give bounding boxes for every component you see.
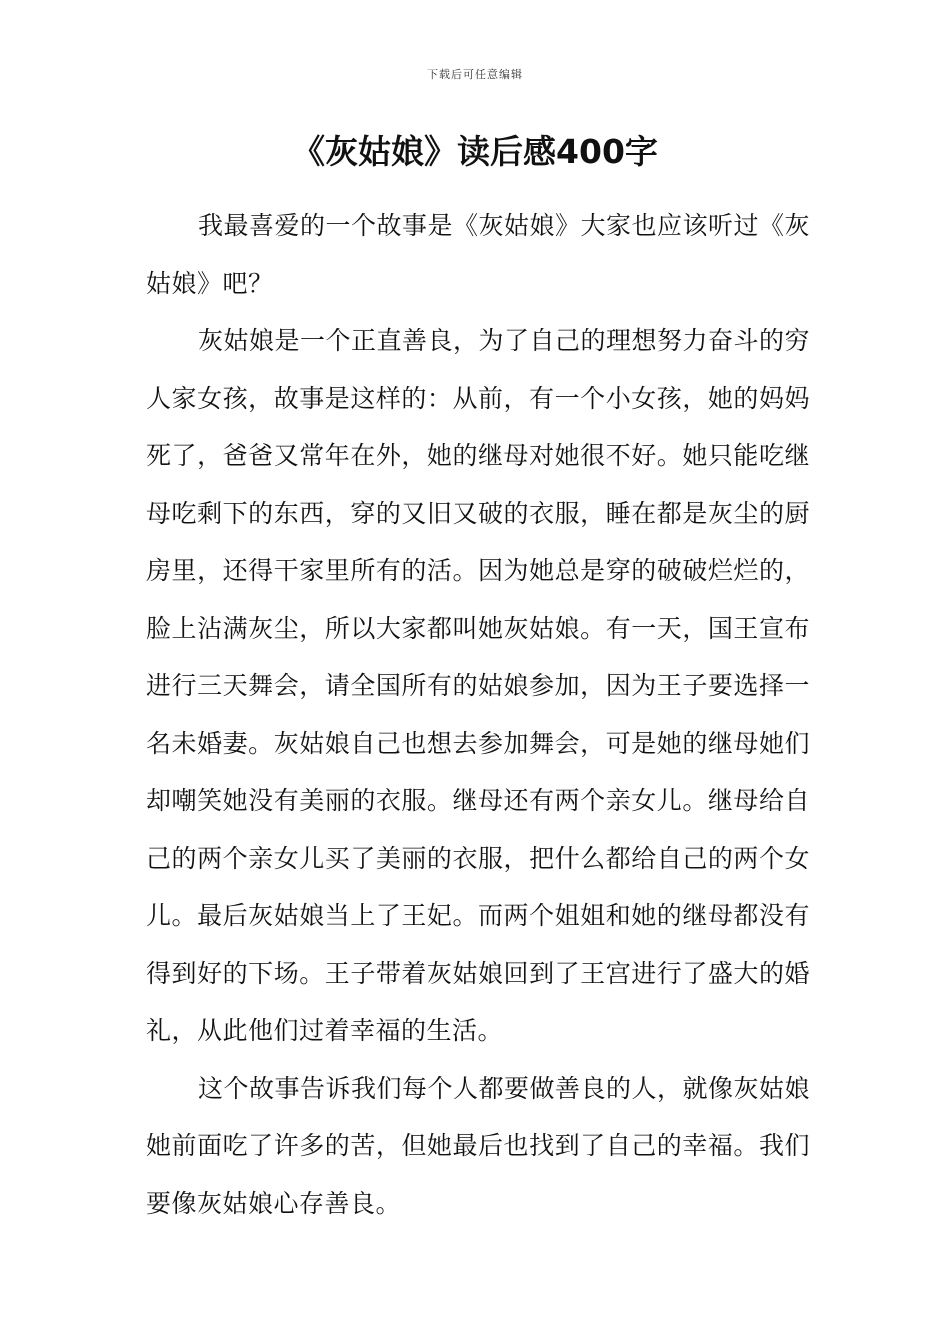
paragraph-conclusion: 这个故事告诉我们每个人都要做善良的人，就像灰姑娘她前面吃了许多的苦，但她最后也找到了自己的幸福。我们要像灰姑娘心存善良。 [146, 1073, 811, 1218]
paragraph-intro: 我最喜爱的一个故事是《灰姑娘》大家也应该听过《灰姑娘》吧？ [146, 211, 811, 298]
document-body [146, 197, 810, 1232]
paragraph-story: 灰姑娘是一个正直善良，为了自己的理想努力奋斗的穷人家女孩，故事是这样的：从前，有一个小女孩，她的妈妈死了，爸爸又常年在外，她的继母对她很不好。她只能吃继母吃剩下的东西，穿的又旧又破的衣服，睡在都是灰尘的厨房里，还得干家里所有的活。因为她总是穿的破破烂烂的，脸上沾满灰尘，所以大家都叫她灰姑娘。有一天，国王宣布进行三天舞会，请全国所有的姑娘参加，因为王子要选择一名未婚妻。灰姑娘自己也想去参加舞会，可是她的继母她们却嘲笑她没有美丽的衣服。继母还有两个亲女儿。继母给自己的两个亲女儿买了美丽的衣服，把什么都给自己的两个女儿。最后灰姑娘当上了王妃。而两个姐姐和她的继母都没有得到好的下场。王子带着灰姑娘回到了王宫进行了盛大的婚礼，从此他们过着幸福的生活。 [146, 326, 811, 1045]
document-title: 《灰姑娘》读后感400字 [292, 132, 658, 171]
header-note: 下载后可任意编辑 [427, 68, 523, 81]
